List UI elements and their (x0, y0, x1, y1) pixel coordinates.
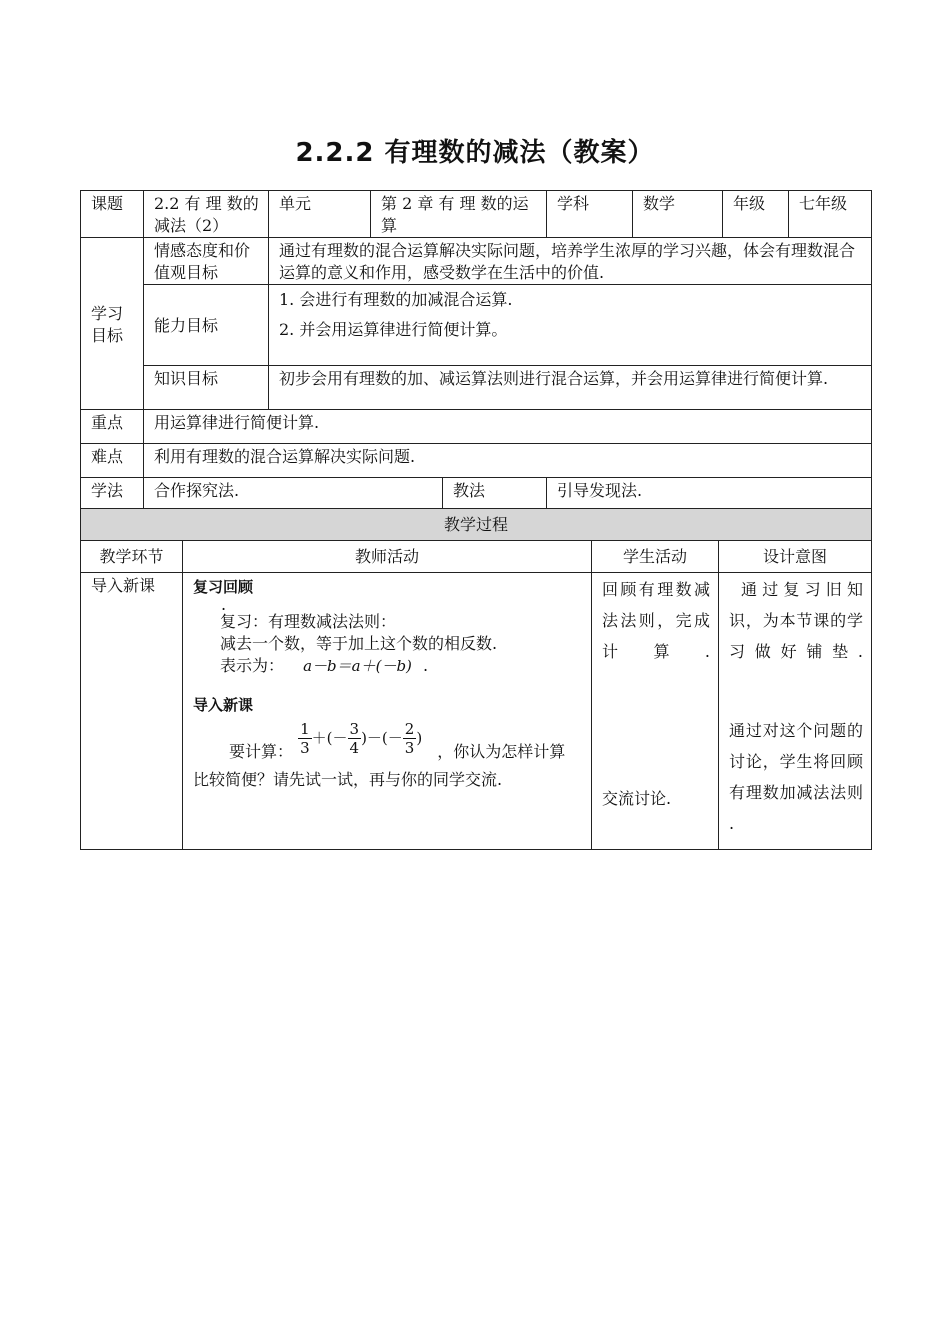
grade-label: 年级 (723, 191, 789, 238)
column-header-student: 学生活动 (592, 541, 719, 573)
teaching-process-table (80, 508, 872, 850)
review-line-3 (193, 655, 583, 677)
ability-goal-label: 能力目标 (144, 285, 269, 366)
review-dot: . (221, 595, 227, 614)
formula-end: . (423, 656, 429, 675)
intro-line-2: 比较简便？请先试一试，再与你的同学交流. (193, 770, 503, 789)
knowledge-goal-label: 知识目标 (144, 366, 269, 410)
intro-heading: 导入新课 (193, 696, 254, 714)
study-method-label: 学法 (81, 478, 144, 515)
stage-cell (81, 573, 183, 850)
teacher-activity-cell (183, 573, 592, 850)
chapter-value: 第 2 章 有 理 数的运算 (371, 191, 547, 238)
topic-value: 2.2 有 理 数的减法（2） (144, 191, 269, 238)
stage-text: 导入新课 (91, 576, 156, 595)
design-text-1: 通过复习旧知识，为本节课的学习做好铺垫. (729, 580, 864, 661)
process-header: 教学过程 (81, 509, 872, 541)
minus-sign: )－(－ (361, 729, 403, 747)
ability-item-2: 2. 并会用运算律进行简便计算。 (279, 320, 508, 339)
key-point-text: 用运算律进行简便计算. (144, 410, 872, 444)
design-text-2: 通过对这个问题的讨论，学生将回顾有理数加减法法则 . (729, 721, 864, 833)
column-header-teacher: 教师活动 (183, 541, 592, 573)
plus-sign: ＋(－ (311, 729, 348, 747)
page-title: 2.2.2 有理数的减法（教案） (295, 138, 655, 168)
difficulty-label: 难点 (81, 444, 144, 478)
difficulty-text: 利用有理数的混合运算解决实际问题. (144, 444, 872, 478)
topic-label: 课题 (81, 191, 144, 238)
subject-value: 数学 (633, 191, 723, 238)
lesson-info-table (80, 190, 872, 515)
knowledge-goal-text: 初步会用有理数的加、减运算法则进行混合运算，并会用运算律进行简便计算. (269, 366, 872, 410)
intro-suffix: ，你认为怎样计算 (437, 742, 566, 761)
unit-label: 单元 (269, 191, 371, 238)
grade-value: 七年级 (789, 191, 872, 238)
fraction-1: $\frac{1}{3}$ (300, 720, 310, 757)
subject-label: 学科 (547, 191, 633, 238)
key-point-label: 重点 (81, 410, 144, 444)
review-heading: 复习回顾 (193, 578, 254, 596)
intro-prefix: 要计算： (229, 742, 294, 761)
formula-prefix: 表示为： (220, 656, 285, 675)
ability-goal-list (269, 285, 872, 366)
fraction-2: $\frac{3}{4}$ (349, 720, 360, 757)
design-intent-cell (719, 573, 872, 850)
column-header-stage: 教学环节 (81, 541, 183, 573)
teach-method-value: 引导发现法. (547, 478, 872, 515)
student-text-2: 交流讨论. (602, 789, 672, 808)
emotion-goal-text: 通过有理数的混合运算解决实际问题，培养学生浓厚的学习兴趣，体会有理数混合运算的意义和作用，感受数学在生活中的价值. (269, 238, 872, 285)
teach-method-label: 教法 (443, 478, 547, 515)
emotion-goal-label: 情感态度和价值观目标 (144, 238, 269, 285)
goals-label: 学习目标 (81, 238, 144, 410)
student-text-1: 回顾有理数减法法则，完成计算. (602, 580, 710, 661)
ability-item-1: 1. 会进行有理数的加减混合运算. (279, 290, 513, 309)
intro-line-1 (193, 720, 583, 763)
student-activity-cell (592, 573, 719, 850)
column-header-design: 设计意图 (719, 541, 872, 573)
subtraction-formula: a－b＝a＋(－b) (303, 657, 412, 675)
review-line-2: 减去一个数，等于加上这个数的相反数. (220, 634, 498, 653)
study-method-value: 合作探究法. (144, 478, 443, 515)
close-paren: ) (416, 729, 423, 747)
review-line-1: 复习：有理数减法法则： (220, 612, 397, 631)
fraction-3: $\frac{2}{3}$ (404, 720, 415, 757)
